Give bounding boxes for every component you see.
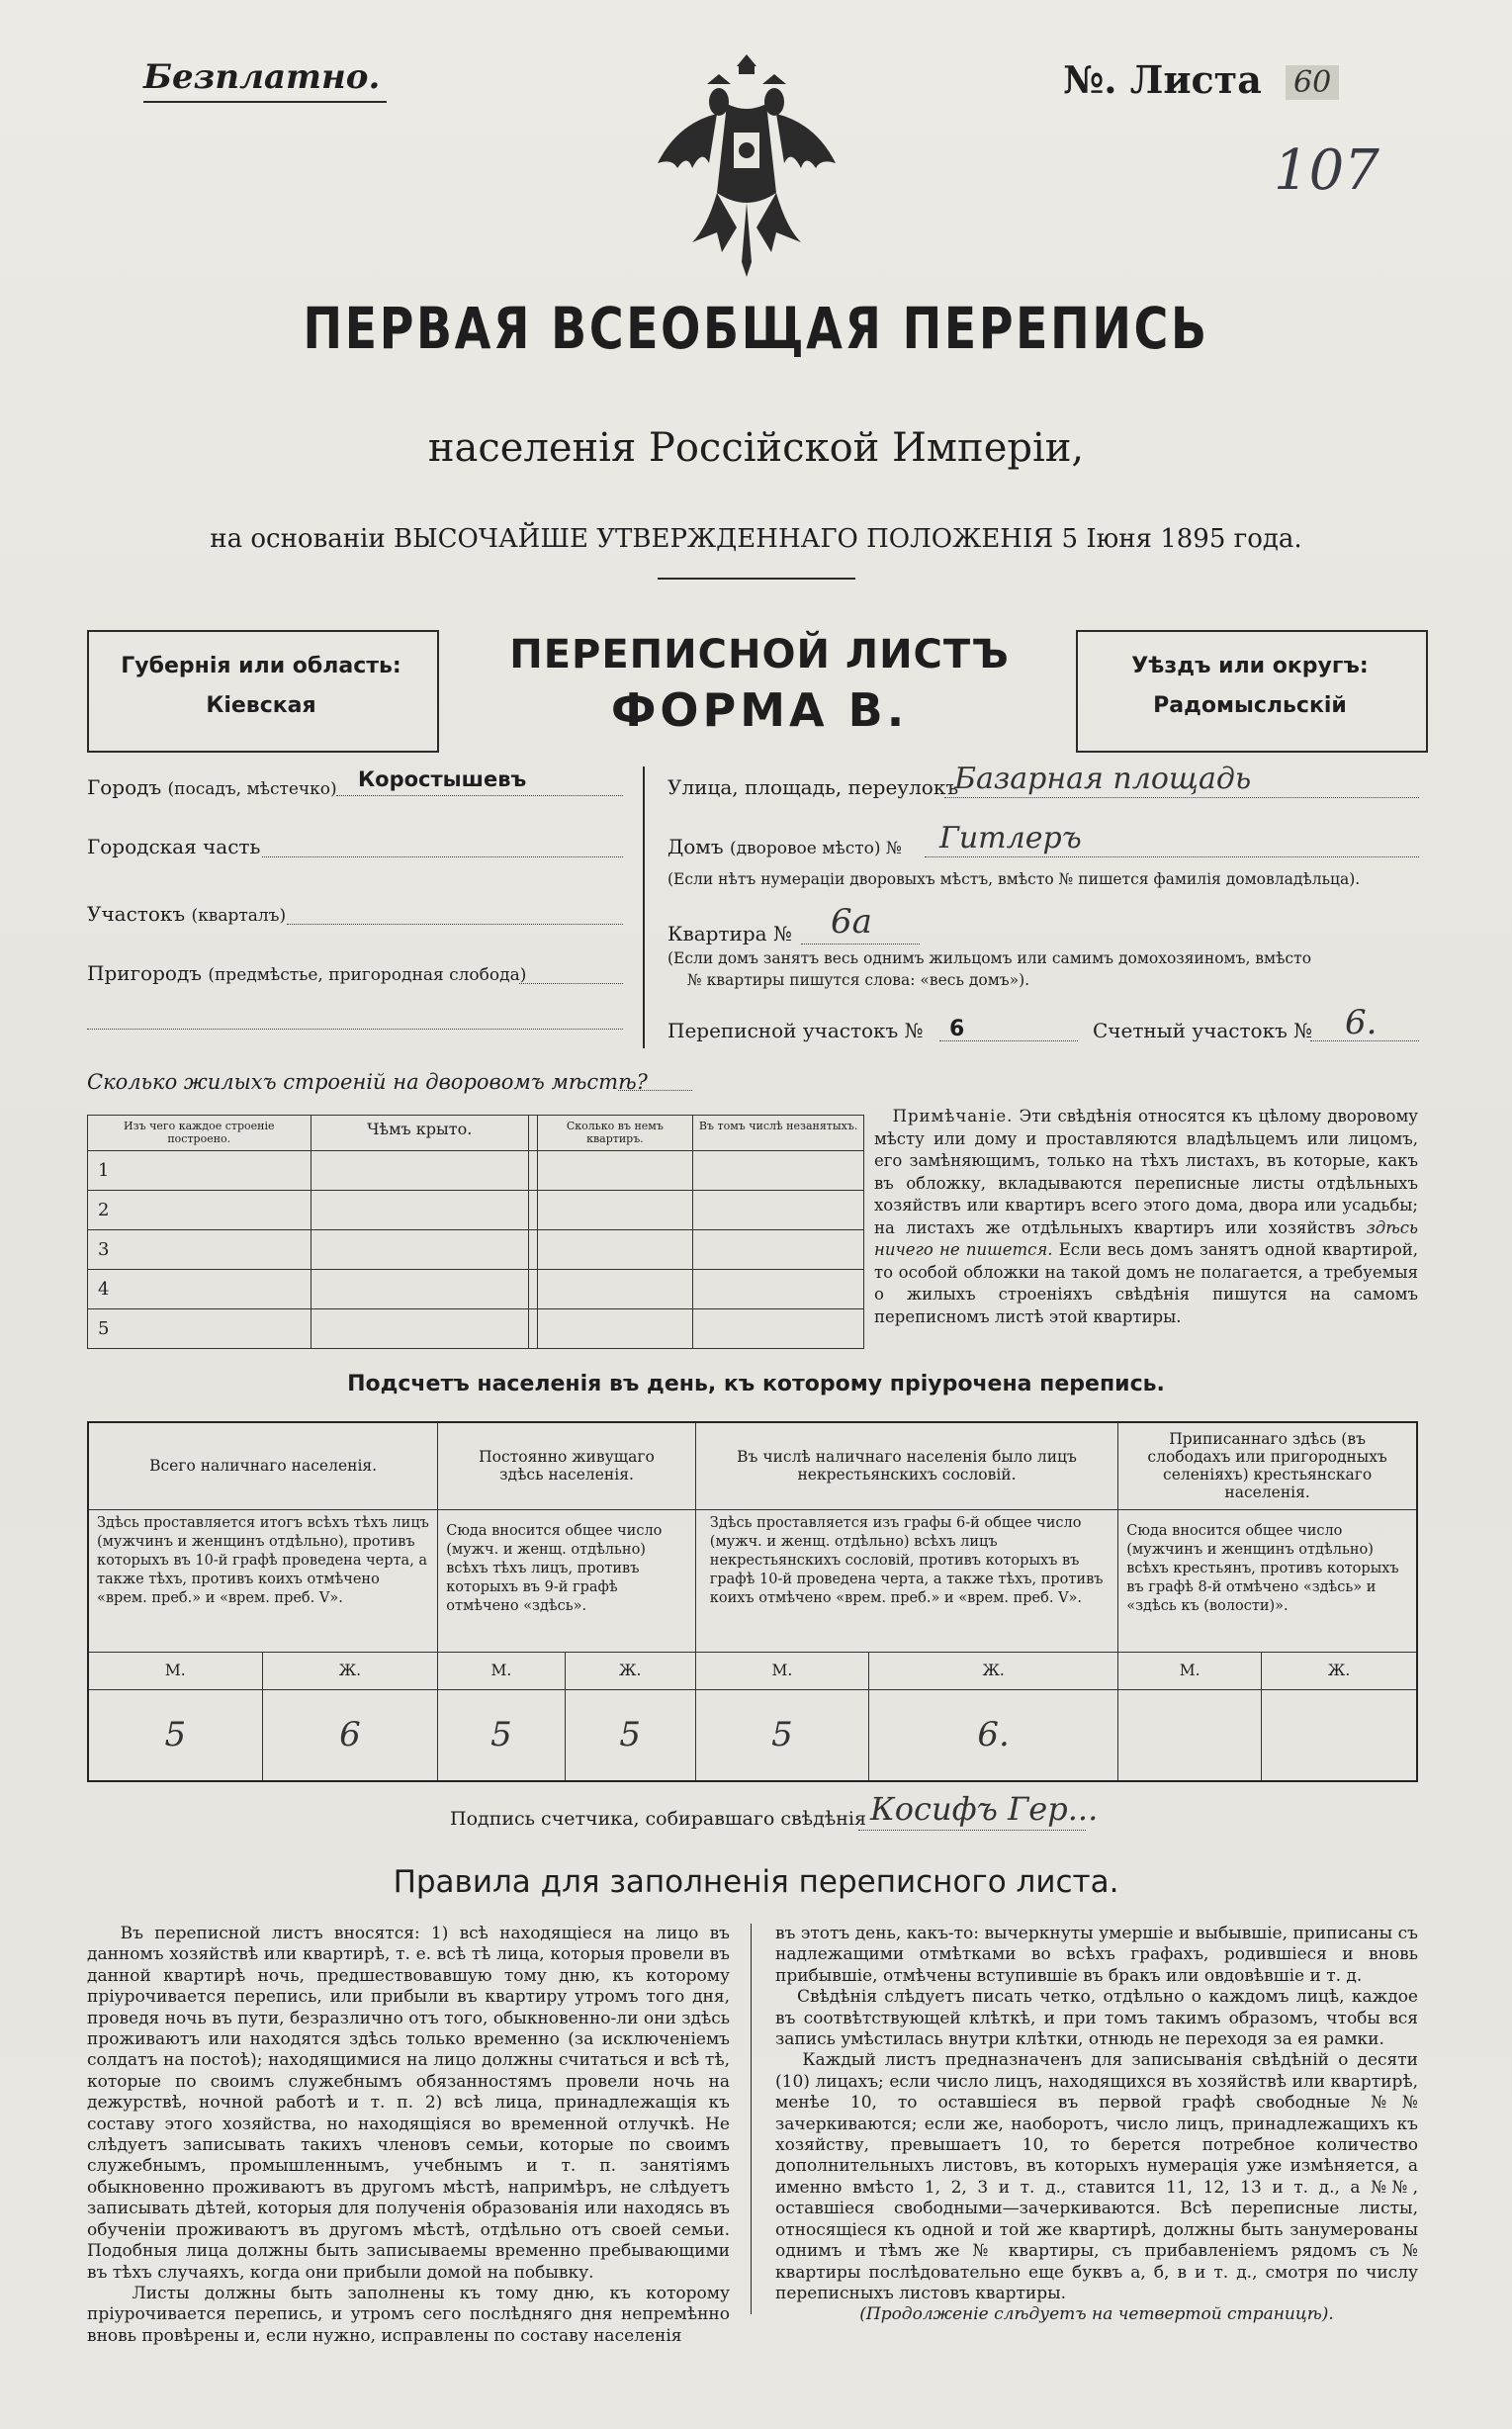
pop-nonpeasant-male: 5: [695, 1689, 868, 1781]
buildings-col-apartments: Сколько въ немъ квартиръ.: [537, 1116, 693, 1151]
imperial-eagle-emblem: [648, 45, 845, 282]
page-title: ПЕРВАЯ ВСЕОБЩАЯ ПЕРЕПИСЬ: [303, 295, 1209, 362]
buildings-col-material: Изъ чего каждое строеніе построено.: [88, 1116, 311, 1151]
continuation-note: (Продолженіе слѣдуетъ на четвертой страницѣ).: [859, 2304, 1334, 2325]
pop-col-peasant-title: Приписаннаго здѣсь (въ слободахъ или пригородныхъ селеніяхъ) крестьянскаго населенія.: [1118, 1422, 1417, 1509]
census-area-value: 6: [949, 1017, 965, 1041]
population-table: [87, 1421, 1418, 1782]
buildings-row-number: 5: [88, 1309, 311, 1349]
city-label: Городъ (посадъ, мѣстечко): [87, 775, 337, 799]
buildings-question: Сколько жилыхъ строеній на дворовомъ мѣстѣ?: [87, 1070, 648, 1094]
district-label: Уѣздъ или округъ:: [1131, 654, 1369, 678]
pop-peasant-male: [1118, 1689, 1262, 1781]
count-area-label: Счетный участокъ №: [1093, 1019, 1313, 1042]
apartment-value: 6а: [831, 902, 872, 942]
pop-col-total-desc: Здѣсь проставляется итогъ всѣхъ тѣхъ лицъ (мужчинъ и женщинъ отдѣльно), противъ которыхъ въ 10-й графѣ проведена черта, а также тѣхъ, противъ коихъ отмѣчено «врем. преб.» и «врем. преб. V».: [88, 1509, 438, 1653]
pop-permanent-male: 5: [438, 1689, 565, 1781]
form-type: ФОРМА В.: [610, 683, 909, 737]
decree-line: на основаніи ВЫСОЧАЙШЕ УТВЕРЖДЕННАГО ПОЛОЖЕНІЯ 5 Іюня 1895 года.: [210, 524, 1302, 554]
house-value: Гитлеръ: [939, 821, 1082, 855]
rules-left-column: Въ переписной листъ вносятся: 1) всѣ находящіеся на лицо въ данномъ хозяйствѣ или квартирѣ, т. е. всѣ тѣ лица, которыя провели въ данной квартирѣ ночь, предшествовавшую тому дню, къ которому пріурочивается перепись, или прибыли въ квартиру утромъ того дня, проведя ночь въ пути, безразлично отъ того, обыкновенно-ли они здѣсь проживаютъ или находятся здѣсь только временно (за исключеніемъ солдатъ на постоѣ); находящимися на лицо должны считаться и всѣ тѣ, которые по своимъ служебнымъ обязанностямъ провели ночь на дежурствѣ, ночной работѣ и т. п. 2) всѣ лица, принадлежащія къ составу этого хозяйства, но находящіяся во временной отлучкѣ. Не слѣдуетъ записывать такихъ членовъ семьи, которые по своимъ служебнымъ, промышленнымъ, учебнымъ и т. п. занятіямъ обыкновенно проживаютъ въ другомъ мѣстѣ, напримѣръ, не слѣдуетъ записывать дѣтей, которыя для полученія образованія или находясь въ обученіи проживаютъ въ другомъ мѣстѣ, отдѣльно отъ своей семьи. Подобныя лица должны быть записываемы временно пребывающими въ тѣхъ случаяхъ, когда они прибыли домой на побывку. Листы должны быть заполнены къ тому дню, къ которому пріурочивается перепись, и утромъ сего послѣдняго дня непремѣнно вновь провѣрены и, если нужно, исправлены по составу населенія: [87, 1924, 730, 2346]
pop-permanent-female: 5: [565, 1689, 695, 1781]
signature-label: Подпись счетчика, собиравшаго свѣдѣнія: [450, 1808, 866, 1830]
pop-m-label: М.: [438, 1653, 565, 1689]
street-value: Базарная площадь: [954, 762, 1252, 796]
pop-col-permanent-desc: Сюда вносится общее число (мужч. и женщ. отдѣльно) всѣхъ тѣхъ лицъ, противъ которыхъ въ 9-й графѣ отмѣчено «здѣсь».: [438, 1509, 696, 1653]
sheet-pencil-number: 107: [1274, 138, 1379, 203]
province-value: Кіевская: [206, 693, 316, 718]
rules-right-column: въ этотъ день, какъ-то: вычеркнуты умершіе и выбывшіе, приписаны съ надлежащими отмѣтками во всѣхъ графахъ, родившіеся и вновь прибывшіе, отмѣчены вступившіе въ бракъ или овдовѣвшіе и т. д. Свѣдѣнія слѣдуетъ писать четко, отдѣльно о каждомъ лицѣ, каждое въ соотвѣтствующей клѣткѣ, и при томъ такимъ образомъ, чтобы вся запись умѣстилась внутри клѣтки, отнюдь не переходя за ея рамки. Каждый листъ предназначенъ для записыванія свѣдѣній о десяти (10) лицахъ; если число лицъ, находящихся въ хозяйствѣ или квартирѣ, менѣе 10, то оставшіеся въ первой графѣ свободные №№ зачеркиваются; если же, наоборотъ, число лицъ, принадлежащихъ къ хозяйству, превышаетъ 10, то берется потребное количество дополнительныхъ листовъ, въ которыхъ нумерація уже измѣняется, а именно вмѣсто 1, 2, 3 и т. д., ставится 11, 12, 13 и т. д., а №№, оставшіеся свободными—зачеркиваются. Всѣ переписные листы, относящіеся къ одной и той же квартирѣ, должны быть занумерованы однимъ и тѣмъ же № квартиры, съ прибавленіемъ рядомъ съ № квартиры послѣдовательно еще буквъ а, б, в и т. д., смотря по числу переписныхъ листовъ квартиры. (Продолженіе слѣдуетъ на четвертой страницѣ).: [775, 1924, 1419, 2325]
buildings-col-roof: Чѣмъ крыто.: [311, 1116, 528, 1151]
page-subtitle: населенія Россійской Имперіи,: [427, 425, 1085, 471]
pop-m-label: М.: [1118, 1653, 1262, 1689]
pop-f-label: Ж.: [1262, 1653, 1417, 1689]
pop-total-male: 5: [88, 1689, 262, 1781]
pop-f-label: Ж.: [869, 1653, 1118, 1689]
form-header-box: [87, 630, 1426, 751]
street-label: Улица, площадь, переулокъ: [667, 775, 959, 799]
suburb-label: Пригородъ (предмѣстье, пригородная слобода): [87, 961, 527, 985]
buildings-col-vacant: Въ томъ числѣ незанятыхъ.: [693, 1116, 864, 1151]
pop-col-total-title: Всего наличнаго населенія.: [88, 1422, 438, 1509]
sheet-number-value: 60: [1286, 65, 1339, 100]
count-area-value: 6.: [1345, 1003, 1378, 1042]
free-label: Безплатно.: [143, 57, 381, 97]
pop-f-label: Ж.: [262, 1653, 438, 1689]
city-value: Коростышевъ: [358, 767, 527, 791]
pop-col-nonpeasant-desc: Здѣсь проставляется изъ графы 6-й общее число (мужч. и женщ. отдѣльно) всѣхъ лицъ некрестьянскихъ сословій, противъ которыхъ въ графѣ 10-й проведена черта, а также тѣхъ, противъ коихъ отмѣчено «врем. преб.» и «врем. преб. V».: [695, 1509, 1117, 1653]
city-part-label: Городская часть: [87, 835, 261, 858]
province-label: Губернія или область:: [121, 654, 401, 678]
house-label: Домъ (дворовое мѣсто) №: [667, 835, 903, 858]
pop-col-nonpeasant-title: Въ числѣ наличнаго населенія было лицъ некрестьянскихъ сословій.: [695, 1422, 1117, 1509]
population-heading: Подсчетъ населенія въ день, къ которому пріурочена перепись.: [347, 1372, 1165, 1396]
pop-col-permanent-title: Постоянно живущаго здѣсь населенія.: [438, 1422, 696, 1509]
buildings-table: [87, 1115, 864, 1349]
house-note: (Если нѣтъ нумераціи дворовыхъ мѣстъ, вмѣсто № пишется фамилія домовладѣльца).: [667, 870, 1361, 888]
buildings-row-number: 3: [88, 1230, 311, 1270]
signature-value: Косифъ Гер...: [870, 1790, 1099, 1828]
buildings-note: Примѣчаніе. Эти свѣдѣнія относятся къ цѣлому дворовому мѣсту или дому и проставляются владѣльцемъ или лицомъ, его замѣняющимъ, только на тѣхъ листахъ, въ которые, какъ въ обложку, вкладываются переписные листы отдѣльныхъ хозяйствъ или квартиръ всего этого дома, двора или усадьбы; на листахъ же отдѣльныхъ квартиръ или хозяйствъ здѣсь ничего не пишется. Если весь домъ занятъ одной квартирой, то особой обложки на такой домъ не полагается, а требуемыя о жилыхъ строеніяхъ свѣдѣнія пишутся на самомъ переписномъ листѣ этой квартиры.: [874, 1107, 1419, 1326]
pop-m-label: М.: [88, 1653, 262, 1689]
pop-col-peasant-desc: Сюда вносится общее число (мужчинъ и женщинъ отдѣльно) всѣхъ крестьянъ, противъ которыхъ въ графѣ 8-й отмѣчено «здѣсь» и «здѣсь къ (волости)».: [1118, 1509, 1417, 1653]
pop-m-label: М.: [695, 1653, 868, 1689]
precinct-label: Участокъ (кварталъ): [87, 902, 287, 926]
census-area-label: Переписной участокъ №: [667, 1019, 924, 1042]
buildings-row-number: 1: [88, 1151, 311, 1191]
apartment-note-1: (Если домъ занятъ весь однимъ жильцомъ или самимъ домохозяиномъ, вмѣсто: [667, 949, 1312, 967]
form-title: ПЕРЕПИСНОЙ ЛИСТЪ: [509, 632, 1010, 677]
pop-nonpeasant-female: 6.: [869, 1689, 1118, 1781]
district-value: Радомысльскій: [1153, 693, 1347, 718]
pop-f-label: Ж.: [565, 1653, 695, 1689]
apartment-note-2: № квартиры пишутся слова: «весь домъ»).: [687, 971, 1030, 989]
apartment-label: Квартира №: [667, 922, 792, 945]
rules-heading: Правила для заполненія переписного листа.: [393, 1864, 1119, 1900]
pop-peasant-female: [1262, 1689, 1417, 1781]
buildings-row-number: 2: [88, 1191, 311, 1230]
sheet-number-label: №. Листа: [1063, 57, 1262, 102]
buildings-row-number: 4: [88, 1270, 311, 1309]
pop-total-female: 6: [262, 1689, 438, 1781]
